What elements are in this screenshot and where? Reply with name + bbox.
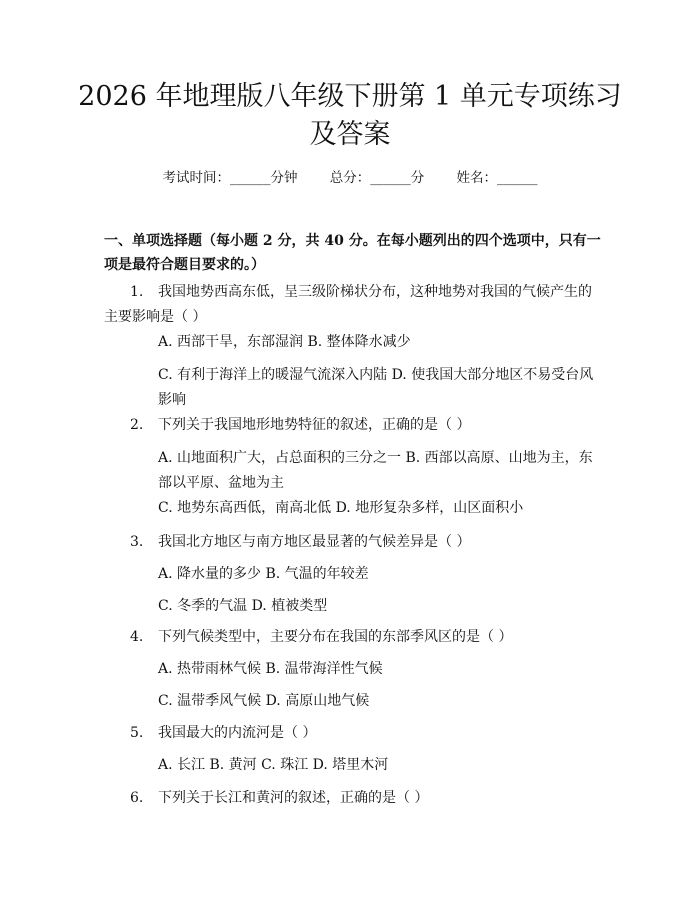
question-3-options-cd xyxy=(104,594,604,619)
exam-meta xyxy=(0,168,700,188)
option-line: A. 长江 B. 黄河 C. 珠江 D. 塔里木河 xyxy=(158,757,389,773)
question-6 xyxy=(104,786,604,811)
question-text: 下列关于我国地形地势特征的叙述，正确的是（ ） xyxy=(158,417,471,433)
option-line: C. 有利于海洋上的暖湿气流深入内陆 D. 使我国大部分地区不易受台风影响 xyxy=(158,367,594,408)
exam-time-field: 考试时间：______分钟 xyxy=(162,170,298,186)
question-text: 我国最大的内流河是（ ） xyxy=(158,725,317,741)
question-3 xyxy=(104,530,604,555)
title-line-1: 2026 年地理版八年级下册第 1 单元专项练习 xyxy=(78,81,622,112)
question-text: 我国地势西高东低，呈三级阶梯状分布，这种地势对我国的气候产生的主要影响是（ ） xyxy=(104,284,592,325)
question-text: 下列气候类型中，主要分布在我国的东部季风区的是（ ） xyxy=(158,629,513,645)
section-heading: 一、单项选择题（每小题 2 分，共 40 分。在每小题列出的四个选项中，只有一项是最符合题目要求的。） xyxy=(104,233,601,273)
question-5-options xyxy=(104,753,604,778)
question-5 xyxy=(104,721,604,746)
name-field: 姓名：______ xyxy=(456,170,538,186)
total-score-field: 总分：______分 xyxy=(329,170,425,186)
option-line: A. 热带雨林气候 B. 温带海洋性气候 xyxy=(158,661,383,677)
question-2-options-ab xyxy=(104,446,604,496)
option-line: C. 地势东高西低，南高北低 D. 地形复杂多样，山区面积小 xyxy=(158,500,524,516)
question-number: 3. xyxy=(130,534,144,550)
question-number: 2. xyxy=(130,417,144,433)
question-number: 1. xyxy=(130,284,144,300)
option-line: C. 冬季的气温 D. 植被类型 xyxy=(158,598,328,614)
question-2 xyxy=(104,413,604,438)
question-4 xyxy=(104,625,604,650)
question-4-options-cd xyxy=(104,689,604,714)
question-4-options-ab xyxy=(104,657,604,682)
option-line: C. 温带季风气候 D. 高原山地气候 xyxy=(158,693,370,709)
option-line: A. 降水量的多少 B. 气温的年较差 xyxy=(158,566,369,582)
title-line-2: 及答案 xyxy=(309,119,391,150)
question-text: 下列关于长江和黄河的叙述，正确的是（ ） xyxy=(158,790,429,806)
question-number: 5. xyxy=(130,725,144,741)
question-2-options-cd xyxy=(104,496,604,521)
question-1-options-ab xyxy=(104,330,604,355)
option-line: A. 西部干旱，东部湿润 B. 整体降水减少 xyxy=(158,334,411,350)
question-1 xyxy=(104,280,604,330)
question-number: 4. xyxy=(130,629,144,645)
question-number: 6. xyxy=(130,790,144,806)
question-3-options-ab xyxy=(104,562,604,587)
option-line: A. 山地面积广大，占总面积的三分之一 B. 西部以高原、山地为主，东部以平原、盆地为主 xyxy=(158,450,593,491)
document-title xyxy=(60,78,640,154)
question-1-options-cd xyxy=(104,363,604,413)
question-text: 我国北方地区与南方地区最显著的气候差异是（ ） xyxy=(158,534,471,550)
